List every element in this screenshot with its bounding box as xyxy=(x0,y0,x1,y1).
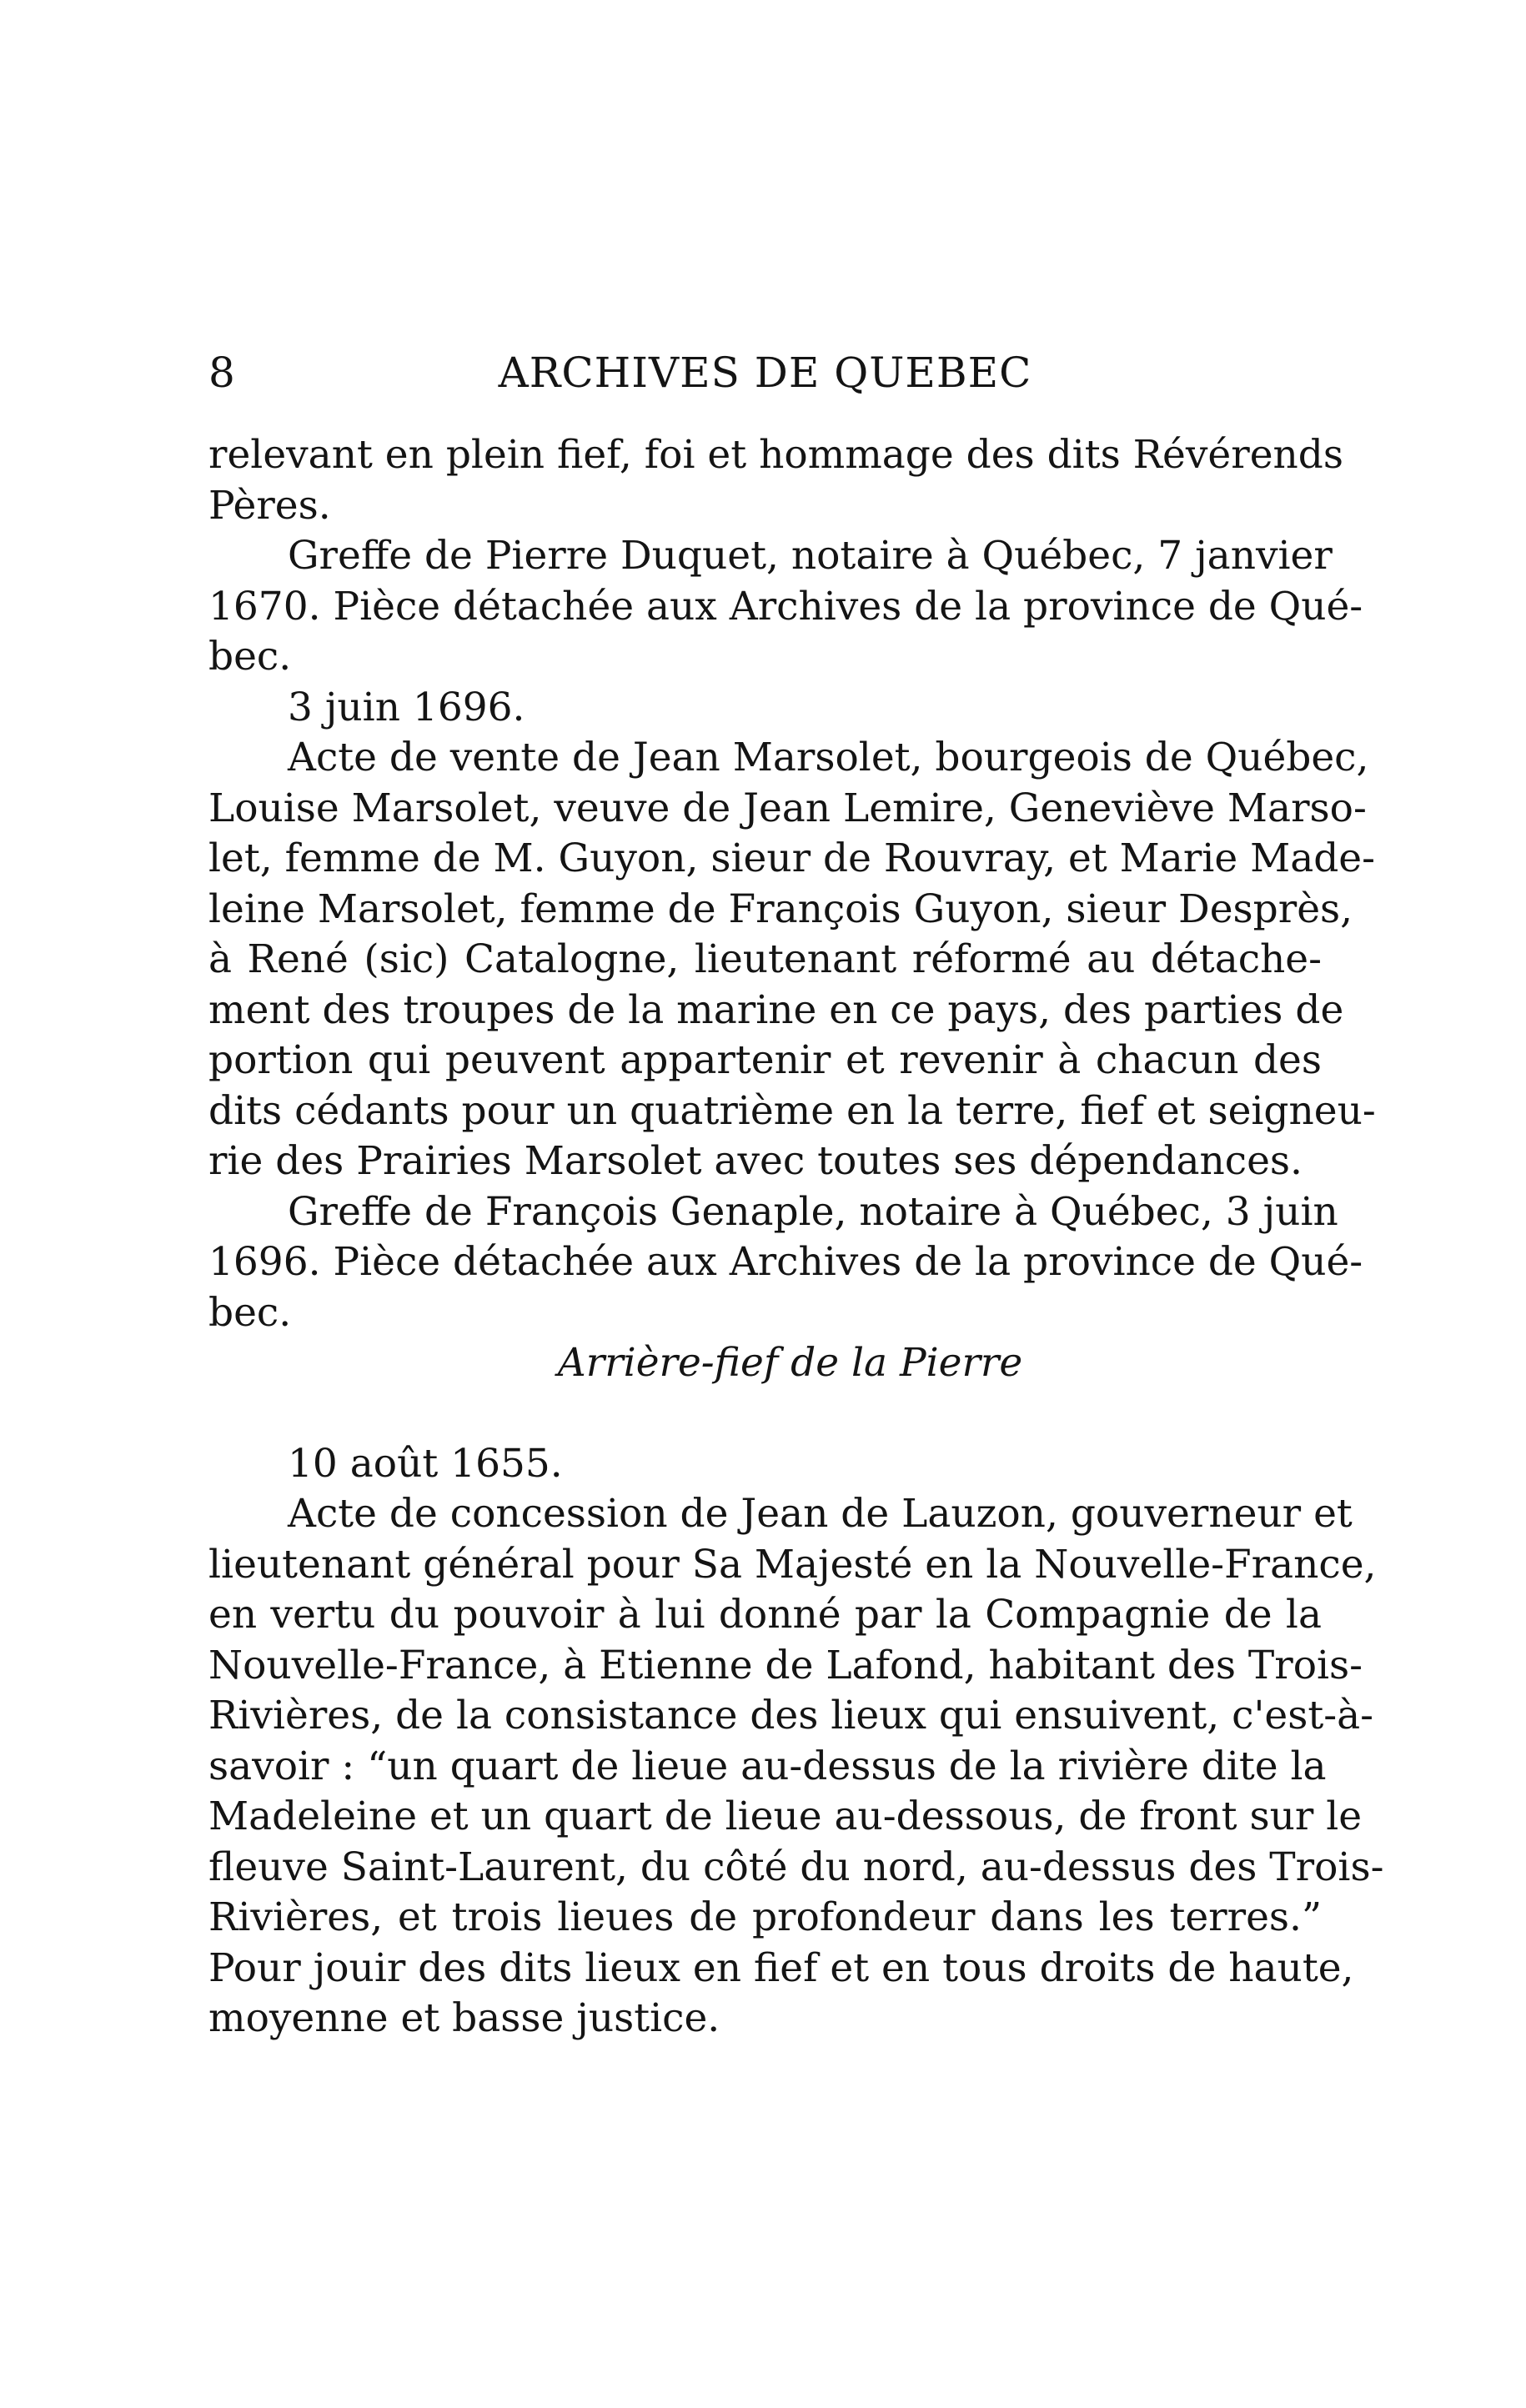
text-line: bec. xyxy=(208,634,292,680)
page-number: 8 xyxy=(208,349,235,397)
text-line: Rivières, et trois lieues de profondeur dans les terres.” xyxy=(208,1894,1322,1940)
text-line: moyenne et basse justice. xyxy=(208,1995,720,2041)
text-line: leine Marsolet, femme de François Guyon, sieur Desprès, xyxy=(208,885,1353,932)
text-line: à René (sic) Catalogne, lieutenant réformé au détache- xyxy=(208,936,1322,982)
text-line: Pour jouir des dits lieux en fief et en tous droits de haute, xyxy=(208,1944,1354,1991)
text-line: rie des Prairies Marsolet avec toutes ses dépendances. xyxy=(208,1138,1303,1184)
text-line: Greffe de François Genaple, notaire à Québec, 3 juin xyxy=(288,1188,1338,1235)
text-line: portion qui peuvent appartenir et revenir à chacun des xyxy=(208,1037,1322,1083)
running-head: ARCHIVES DE QUEBEC xyxy=(498,349,1032,397)
text-line: lieutenant général pour Sa Majesté en la Nouvelle-France, xyxy=(208,1541,1377,1588)
text-line: let, femme de M. Guyon, sieur de Rouvray, et Marie Made- xyxy=(208,835,1376,881)
text-line: 1670. Pièce détachée aux Archives de la province de Qué- xyxy=(208,583,1363,630)
text-line: fleuve Saint-Laurent, du côté du nord, au-dessus des Trois- xyxy=(208,1844,1384,1890)
text-line: ment des troupes de la marine en ce pays, des parties de xyxy=(208,986,1344,1033)
text-line: en vertu du pouvoir à lui donné par la Compagnie de la xyxy=(208,1592,1322,1638)
text-line: Pères. xyxy=(208,482,331,529)
text-line: Madeleine et un quart de lieue au-dessous, de front sur le xyxy=(208,1793,1363,1839)
text-line: Rivières, de la consistance des lieux qui ensuivent, c'est-à- xyxy=(208,1693,1373,1738)
text-line: 1696. Pièce détachée aux Archives de la province de Qué- xyxy=(208,1239,1363,1285)
text-line: relevant en plein fief, foi et hommage des dits Révérends xyxy=(208,432,1343,478)
text-line: dits cédants pour un quatrième en la terre, fief et seigneu- xyxy=(208,1087,1376,1134)
date-line: 3 juin 1696. xyxy=(288,684,525,730)
text-line: Nouvelle-France, à Etienne de Lafond, habitant des Trois- xyxy=(208,1642,1363,1688)
text-line: Acte de concession de Jean de Lauzon, gouverneur et xyxy=(288,1491,1353,1537)
date-line: 10 août 1655. xyxy=(288,1440,563,1487)
text-line: Louise Marsolet, veuve de Jean Lemire, Geneviève Marso- xyxy=(208,785,1367,831)
text-line: bec. xyxy=(208,1289,292,1336)
text-line: Greffe de Pierre Duquet, notaire à Québec, 7 janvier xyxy=(288,533,1333,579)
text-line: Acte de vente de Jean Marsolet, bourgeois de Québec, xyxy=(288,735,1369,780)
spacer xyxy=(208,1389,1322,1439)
body-text xyxy=(208,430,1384,2044)
page-header xyxy=(208,344,1322,402)
text-line: savoir : “un quart de lieue au-dessus de la rivière dite la xyxy=(208,1743,1327,1789)
section-heading: Arrière-fief de la Pierre xyxy=(557,1340,1023,1386)
